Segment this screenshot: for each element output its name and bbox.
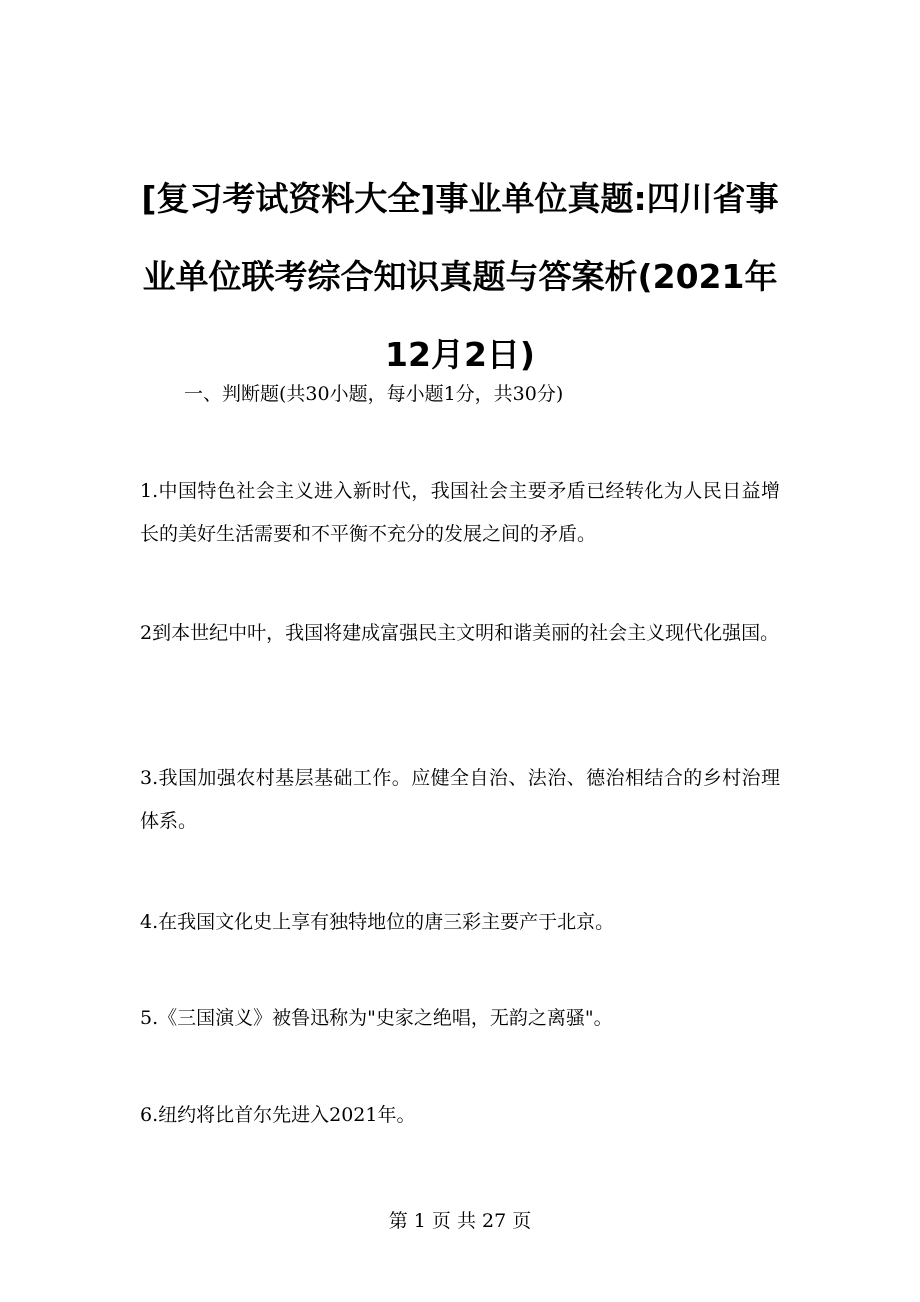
question-2: 2到本世纪中叶，我国将建成富强民主文明和谐美丽的社会主义现代化强国。 — [140, 622, 780, 644]
question-5: 5.《三国演义》被鲁迅称为"史家之绝唱，无韵之离骚"。 — [140, 1007, 613, 1029]
page-number-footer: 第 1 页 共 27 页 — [388, 1210, 532, 1232]
question-6: 6.纽约将比首尔先进入2021年。 — [140, 1104, 416, 1126]
document-title: [复习考试资料大全]事业单位真题:四川省事业单位联考综合知识真题与答案析(2021年12月2日) — [141, 179, 779, 374]
question-3: 3.我国加强农村基层基础工作。应健全自治、法治、德治相结合的乡村治理体系。 — [140, 767, 780, 832]
question-1: 1.中国特色社会主义进入新时代，我国社会主要矛盾已经转化为人民日益增长的美好生活需要和不平衡不充分的发展之间的矛盾。 — [140, 480, 780, 545]
section-heading: 一、判断题(共30小题，每小题1分，共30分) — [184, 383, 564, 405]
question-4: 4.在我国文化史上享有独特地位的唐三彩主要产于北京。 — [140, 911, 615, 933]
